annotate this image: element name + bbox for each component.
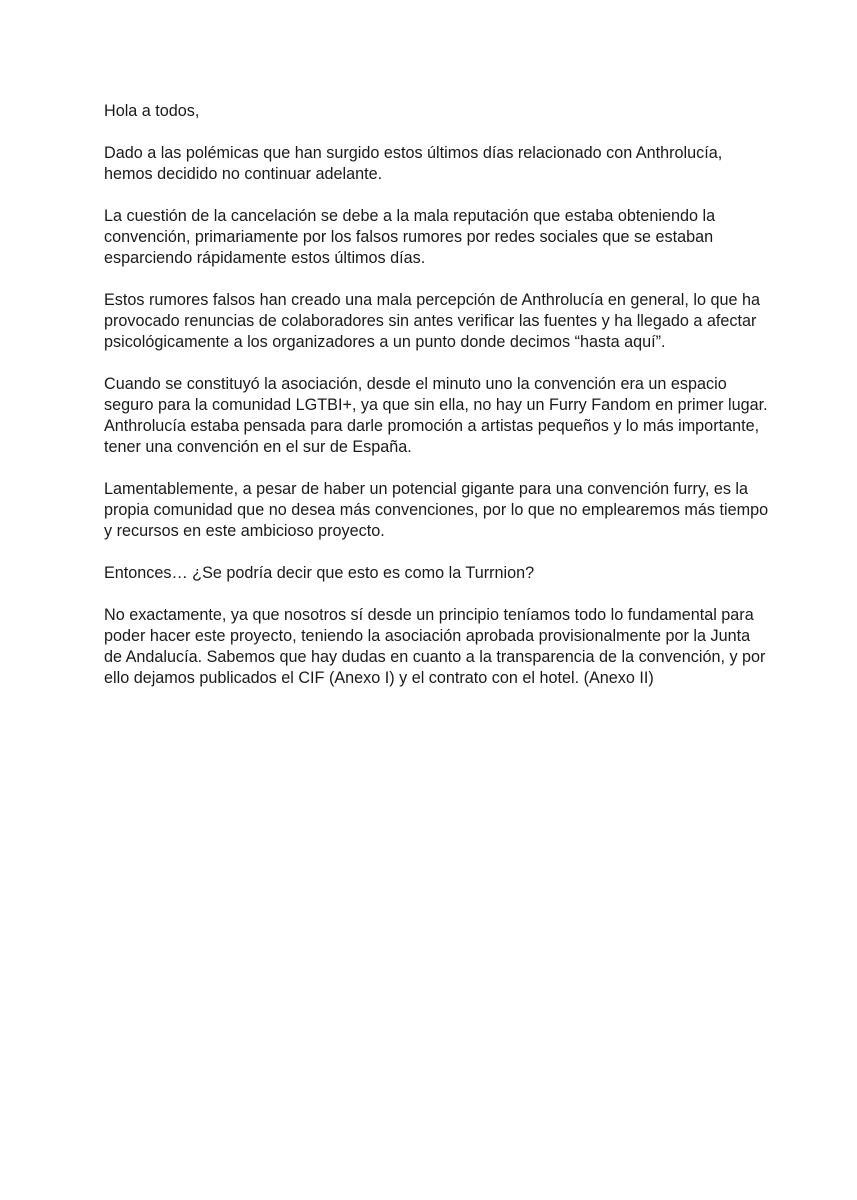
letter-body [104,101,769,710]
text-line: tener una convención en el sur de España. [104,438,412,456]
text-line: propia comunidad que no desea más convenciones, por lo que no emplearemos más tiempo [104,501,769,519]
text-line: Hola a todos, [104,102,200,120]
text-line: Lamentablemente, a pesar de haber un potencial gigante para una convención furry, es la [104,480,749,498]
regret-paragraph [104,479,769,542]
text-line: esparciendo rápidamente estos últimos días. [104,249,426,267]
text-line: Estos rumores falsos han creado una mala percepción de Anthrolucía en general, lo que ha [104,291,761,309]
text-line: de Andalucía. Sabemos que hay dudas en cuanto a la transparencia de la convención, y por [104,648,766,666]
text-line: psicológicamente a los organizadores a un punto donde decimos “hasta aquí”. [104,333,666,351]
cancellation-reason-paragraph [104,206,764,269]
rumors-paragraph [104,290,764,353]
cancellation-announcement-paragraph [104,143,764,185]
text-line: hemos decidido no continuar adelante. [104,165,383,183]
association-paragraph [104,374,768,458]
greeting-paragraph [104,101,764,122]
text-line: Dado a las polémicas que han surgido estos últimos días relacionado con Anthrolucía, [104,144,723,162]
text-line: seguro para la comunidad LGTBI+, ya que sin ella, no hay un Furry Fandom en primer lugar. [104,396,768,414]
text-line: poder hacer este proyecto, teniendo la asociación aprobada provisionalmente por la Junta [104,627,751,645]
question-paragraph [104,563,764,584]
text-line: No exactamente, ya que nosotros sí desde un principio teníamos todo lo fundamental para [104,606,754,624]
text-line: Cuando se constituyó la asociación, desde el minuto uno la convención era un espacio [104,375,727,393]
text-line: provocado renuncias de colaboradores sin antes verificar las fuentes y ha llegado a afectar [104,312,757,330]
transparency-paragraph [104,605,764,689]
text-line: convención, primariamente por los falsos rumores por redes sociales que se estaban [104,228,714,246]
text-line: ello dejamos publicados el CIF (Anexo I) y el contrato con el hotel. (Anexo II) [104,669,654,687]
text-line: y recursos en este ambicioso proyecto. [104,522,385,540]
text-line: Entonces… ¿Se podría decir que esto es como la Turrnion? [104,564,535,582]
text-line: Anthrolucía estaba pensada para darle promoción a artistas pequeños y lo más importante, [104,417,760,435]
text-line: La cuestión de la cancelación se debe a la mala reputación que estaba obteniendo la [104,207,716,225]
